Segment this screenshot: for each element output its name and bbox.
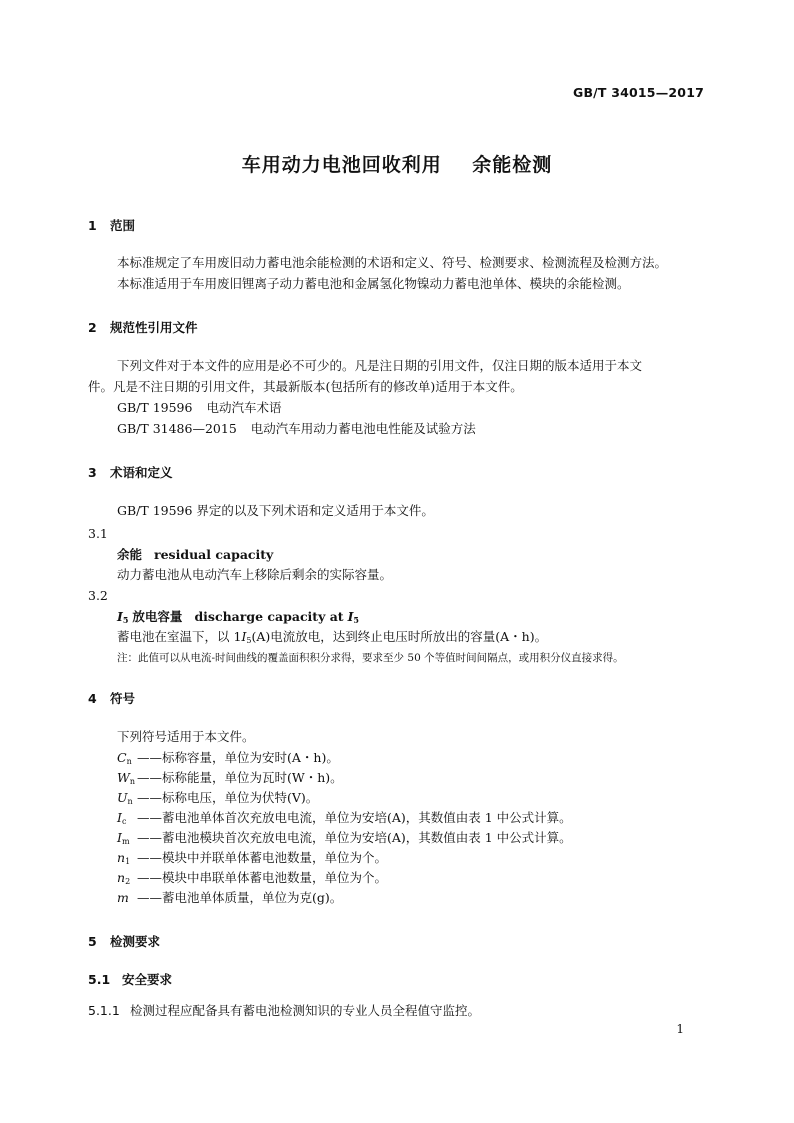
symbol-item (117, 769, 343, 791)
symbol-item (117, 829, 572, 851)
paragraph: 下列文件对于本文件的应用是必不可少的。凡是注日期的引用文件，仅注日期的版本适用于本文 (117, 358, 643, 373)
reference-item (117, 399, 281, 417)
subsection-number: 5.1 (88, 972, 111, 987)
term-definition (117, 628, 547, 650)
symbol-item (117, 809, 572, 831)
term-number: 3.1 (88, 526, 108, 541)
symbol-description: ——标称能量，单位为瓦时(W・h)。 (137, 770, 343, 785)
symbol-item (117, 749, 339, 771)
section-number: 1 (88, 218, 97, 233)
section-5-heading (88, 932, 160, 950)
term-english-symbol-subscript: 5 (353, 615, 359, 625)
section-4-heading (88, 689, 135, 707)
section-number: 4 (88, 691, 97, 706)
symbol-description: ——标称电压，单位为伏特(V)。 (137, 790, 319, 805)
standard-number: GB/T 34015—2017 (572, 85, 704, 100)
subsection-5-1-heading (88, 970, 172, 988)
section-number: 2 (88, 320, 97, 335)
symbol-description: ——模块中串联单体蓄电池数量，单位为个。 (137, 870, 388, 885)
symbol-item (117, 789, 318, 811)
symbol-item (117, 849, 387, 871)
reference-code: GB/T 19596 (117, 400, 193, 415)
section-title: 术语和定义 (110, 465, 173, 480)
reference-item (117, 420, 476, 438)
symbol: m (117, 890, 129, 905)
symbol-description: ——蓄电池单体质量，单位为克(g)。 (137, 890, 343, 905)
symbol: $U_n$ (117, 790, 133, 806)
symbol: $n_2$ (117, 870, 131, 886)
term-symbol-subscript: 5 (122, 615, 129, 625)
term-definition: 动力蓄电池从电动汽车上移除后剩余的实际容量。 (117, 567, 393, 582)
symbol: $I_m$ (117, 830, 130, 846)
document-title: 车用动力电池回收利用 余能检测 (241, 154, 553, 176)
paragraph: 件。凡是不注日期的引用文件，其最新版本(包括所有的修改单)适用于本文件。 (88, 379, 523, 394)
symbol-item (117, 889, 342, 911)
reference-code: GB/T 31486—2015 (117, 421, 237, 436)
symbol: $C_n$ (117, 750, 132, 766)
symbol: $W_n$ (117, 770, 136, 786)
symbol-description: ——标称容量，单位为安时(A・h)。 (137, 750, 339, 765)
definition-symbol-subscript: 5 (246, 636, 252, 645)
symbol: $I_c$ (117, 810, 127, 826)
term-entry (117, 545, 273, 563)
reference-name: 电动汽车术语 (206, 400, 282, 415)
term-english: residual capacity (154, 547, 274, 562)
section-number: 3 (88, 465, 97, 480)
section-1-heading (88, 216, 135, 234)
paragraph: 下列符号适用于本文件。 (117, 729, 255, 744)
term-chinese: 余能 (117, 547, 143, 562)
term-english-symbol: I (347, 609, 354, 624)
term-english: discharge capacity at (194, 609, 344, 624)
section-number: 5 (88, 934, 97, 949)
clause-text: 检测过程应配备具有蓄电池检测知识的专业人员全程值守监控。 (130, 1003, 481, 1018)
symbol: $n_1$ (117, 850, 131, 866)
term-number: 3.2 (88, 588, 108, 603)
term-symbol: I (117, 609, 123, 624)
subsection-title: 安全要求 (122, 972, 173, 987)
reference-name: 电动汽车用动力蓄电池电性能及试验方法 (250, 421, 476, 436)
clause-5-1-1 (88, 1002, 480, 1020)
term-entry (117, 607, 359, 625)
symbol-description: ——蓄电池模块首次充放电电流，单位为安培(A)，其数值由表 1 中公式计算。 (137, 830, 572, 845)
clause-number: 5.1.1 (88, 1003, 120, 1018)
definition-symbol: I (241, 629, 247, 644)
note: 注：此值可以从电流-时间曲线的覆盖面积积分求得，要求至少 50 个等值时间间隔点，或用积分仪直接求得。 (117, 652, 624, 664)
section-3-heading (88, 463, 173, 481)
definition-text: (A)电流放电，达到终止电压时所放出的容量(A・h)。 (251, 629, 548, 644)
symbol-description: ——模块中并联单体蓄电池数量，单位为个。 (137, 850, 388, 865)
paragraph: 本标准适用于车用废旧锂离子动力蓄电池和金属氢化物镍动力蓄电池单体、模块的余能检测。 (117, 276, 630, 291)
section-title: 范围 (110, 218, 136, 233)
page-number: 1 (676, 1022, 684, 1036)
section-title: 检测要求 (110, 934, 161, 949)
paragraph: 本标准规定了车用废旧动力蓄电池余能检测的术语和定义、符号、检测要求、检测流程及检测方法。 (117, 255, 668, 270)
term-chinese: 放电容量 (132, 609, 183, 624)
symbol-item (117, 869, 387, 891)
definition-text: 蓄电池在室温下，以 1 (117, 629, 242, 644)
section-title: 规范性引用文件 (110, 320, 198, 335)
paragraph: GB/T 19596 界定的以及下列术语和定义适用于本文件。 (117, 503, 434, 518)
section-2-heading (88, 318, 198, 336)
section-title: 符号 (110, 691, 136, 706)
symbol-description: ——蓄电池单体首次充放电电流，单位为安培(A)，其数值由表 1 中公式计算。 (137, 810, 572, 825)
